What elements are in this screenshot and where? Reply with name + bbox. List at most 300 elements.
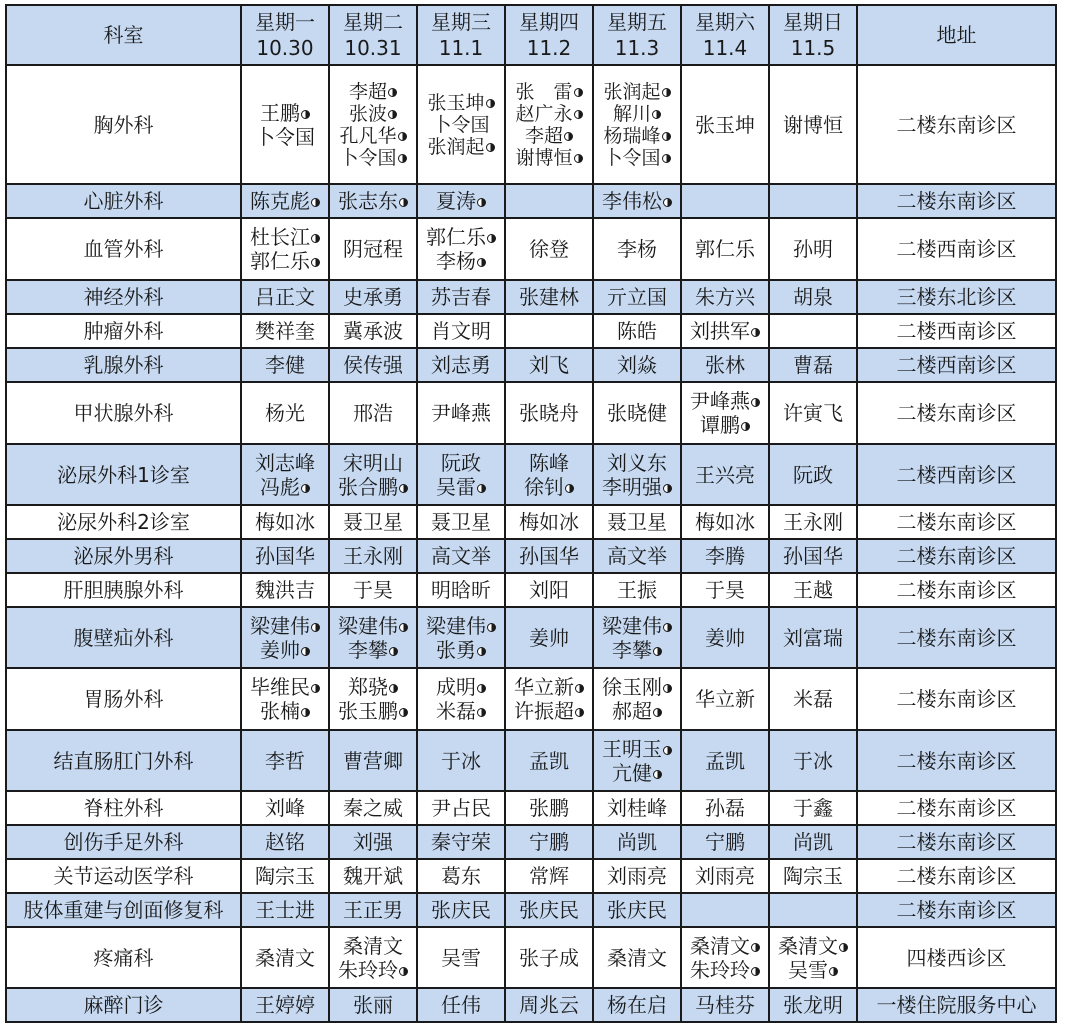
half-circle-icon	[486, 99, 495, 108]
doctor-cell	[769, 348, 857, 382]
doctor-entry	[330, 830, 416, 854]
doctor-name: 尚凯	[617, 830, 657, 854]
doctor-cell	[681, 280, 769, 314]
doctor-name: 樊祥奎	[255, 319, 315, 343]
doctor-cell	[593, 348, 681, 382]
doctor-entry	[682, 993, 768, 1017]
dept-cell: 泌尿外科1诊室	[6, 444, 241, 505]
doctor-entry	[418, 114, 504, 136]
half-circle-icon	[662, 132, 671, 141]
doctor-name: 杜长江	[250, 225, 310, 249]
doctor-cell	[417, 573, 505, 607]
doctor-name: 侯传强	[343, 353, 403, 377]
doctor-name: 梁建伟	[602, 613, 662, 638]
doctor-name: 郑骁	[348, 675, 388, 699]
doctor-entry	[506, 946, 592, 970]
doctor-name: 梅如冰	[695, 510, 755, 534]
doctor-entry	[506, 699, 592, 723]
doctor-name: 李超	[524, 124, 563, 147]
doctor-entry	[242, 946, 328, 970]
doctor-name: 刘义东	[607, 450, 667, 475]
doctor-cell	[241, 791, 329, 825]
doctor-entry	[418, 830, 504, 854]
doctor-name: 陈皓	[617, 319, 657, 343]
doctor-cell	[505, 505, 593, 539]
doctor-cell	[593, 668, 681, 730]
dept-cell: 乳腺外科	[6, 348, 241, 382]
doctor-entry	[242, 125, 328, 149]
doctor-cell	[505, 218, 593, 280]
doctor-entry	[418, 993, 504, 1017]
half-circle-icon	[399, 484, 408, 493]
doctor-cell	[681, 382, 769, 444]
doctor-name: 明晗昕	[431, 578, 491, 602]
doctor-cell	[329, 668, 417, 730]
doctor-name: 杨在启	[607, 993, 667, 1017]
doctor-cell	[329, 859, 417, 893]
schedule-row	[6, 314, 1056, 348]
doctor-entry	[506, 544, 592, 568]
doctor-name: 常辉	[529, 864, 569, 888]
doctor-name: 冀承波	[343, 319, 403, 343]
schedule-row	[6, 280, 1056, 314]
doctor-entry	[594, 699, 680, 723]
doctor-entry	[330, 353, 416, 377]
doctor-entry	[594, 614, 680, 638]
doctor-cell	[593, 927, 681, 988]
doctor-cell	[505, 730, 593, 791]
doctor-name: 宁鹏	[529, 830, 569, 854]
half-circle-icon	[663, 746, 672, 755]
doctor-entry	[242, 544, 328, 568]
doctor-cell	[505, 825, 593, 859]
doctor-cell	[505, 791, 593, 825]
half-circle-icon	[663, 484, 672, 493]
doctor-name: 杨光	[265, 401, 305, 425]
date-label: 10.30	[256, 36, 314, 60]
doctor-cell	[769, 280, 857, 314]
doctor-cell	[681, 668, 769, 730]
doctor-name: 于鑫	[793, 796, 833, 820]
doctor-name: 孟凯	[529, 748, 569, 773]
doctor-entry	[506, 675, 592, 699]
doctor-entry	[506, 353, 592, 377]
half-circle-icon	[662, 88, 671, 97]
dept-cell: 肝胆胰腺外科	[6, 573, 241, 607]
doctor-name: 朱方兴	[695, 285, 755, 309]
doctor-entry	[330, 510, 416, 534]
doctor-name: 谢博恒	[783, 112, 843, 137]
doctor-cell	[769, 505, 857, 539]
doctor-entry	[330, 958, 416, 982]
dept-cell: 泌尿外男科	[6, 539, 241, 573]
doctor-entry	[330, 189, 416, 213]
doctor-name: 张楠	[260, 699, 300, 723]
doctor-entry	[330, 544, 416, 568]
doctor-entry	[682, 544, 768, 568]
half-circle-icon	[653, 770, 662, 779]
doctor-entry	[242, 451, 328, 475]
doctor-name: 孙明	[793, 237, 833, 261]
date-label: 10.31	[344, 36, 402, 60]
half-circle-icon	[663, 198, 672, 207]
doctor-entry	[418, 796, 504, 820]
doctor-entry	[506, 898, 592, 922]
doctor-entry	[682, 626, 768, 650]
doctor-entry	[418, 749, 504, 773]
doctor-name: 桑清文	[778, 933, 838, 958]
half-circle-icon	[653, 708, 662, 717]
doctor-cell	[505, 314, 593, 348]
doctor-name: 赵铭	[265, 830, 305, 854]
doctor-entry	[770, 934, 856, 958]
half-circle-icon	[301, 708, 310, 717]
doctor-name: 聂卫星	[343, 510, 403, 534]
doctor-entry	[242, 401, 328, 425]
dept-cell: 结直肠肛门外科	[6, 730, 241, 791]
doctor-entry	[682, 413, 768, 437]
doctor-entry	[594, 544, 680, 568]
half-circle-icon	[399, 967, 408, 976]
doctor-entry	[242, 614, 328, 638]
doctor-entry	[242, 475, 328, 499]
doctor-entry	[418, 189, 504, 213]
day-header	[681, 5, 769, 65]
doctor-name: 尹峰燕	[690, 389, 750, 413]
doctor-name: 徐登	[529, 237, 569, 261]
day-header	[505, 5, 593, 65]
doctor-cell	[593, 573, 681, 607]
doctor-entry	[770, 687, 856, 711]
doctor-name: 徐玉刚	[602, 675, 662, 699]
doctor-entry	[682, 864, 768, 888]
doctor-name: 谭鹏	[700, 413, 740, 437]
doctor-cell	[241, 65, 329, 184]
doctor-entry	[770, 626, 856, 650]
day-header	[769, 5, 857, 65]
doctor-entry	[506, 993, 592, 1017]
address-cell: 二楼西南诊区	[857, 348, 1056, 382]
doctor-name: 刘阳	[529, 578, 569, 602]
doctor-entry	[242, 319, 328, 343]
doctor-cell	[241, 382, 329, 444]
doctor-name: 米磊	[793, 687, 833, 711]
schedule-row	[6, 859, 1056, 893]
doctor-entry	[418, 614, 504, 638]
half-circle-icon	[398, 132, 407, 141]
doctor-cell	[329, 505, 417, 539]
doctor-name: 宁鹏	[705, 830, 745, 854]
doctor-cell	[505, 348, 593, 382]
doctor-cell	[769, 184, 857, 218]
doctor-name: 刘飞	[529, 353, 569, 377]
doctor-name: 苏吉春	[431, 285, 491, 309]
doctor-name: 刘强	[353, 830, 393, 854]
doctor-name: 张庆民	[431, 898, 491, 922]
address-cell: 二楼西南诊区	[857, 314, 1056, 348]
doctor-entry	[330, 699, 416, 723]
doctor-entry	[594, 319, 680, 343]
doctor-entry	[418, 451, 504, 475]
doctor-entry	[242, 578, 328, 602]
doctor-entry	[242, 830, 328, 854]
doctor-cell	[417, 444, 505, 505]
doctor-name: 于昊	[705, 578, 745, 602]
doctor-name: 阮政	[441, 450, 481, 475]
doctor-entry	[330, 934, 416, 958]
doctor-cell	[593, 988, 681, 1022]
doctor-cell	[769, 382, 857, 444]
half-circle-icon	[311, 234, 320, 243]
half-circle-icon	[311, 198, 320, 207]
doctor-cell	[241, 539, 329, 573]
doctor-cell	[417, 348, 505, 382]
doctor-entry	[330, 578, 416, 602]
doctor-entry	[242, 796, 328, 820]
doctor-name: 华立新	[695, 687, 755, 711]
doctor-cell	[329, 218, 417, 280]
doctor-name: 卜令国	[255, 124, 315, 149]
dept-cell: 神经外科	[6, 280, 241, 314]
doctor-name: 张子成	[519, 945, 579, 970]
half-circle-icon	[574, 110, 583, 119]
doctor-entry	[770, 993, 856, 1017]
doctor-cell	[769, 444, 857, 505]
doctor-cell	[681, 927, 769, 988]
doctor-name: 刘雨亮	[695, 864, 755, 888]
half-circle-icon	[653, 647, 662, 656]
doctor-cell	[681, 444, 769, 505]
doctor-cell	[593, 539, 681, 573]
dept-cell: 肢体重建与创面修复科	[6, 893, 241, 927]
date-label: 11.3	[614, 36, 660, 60]
half-circle-icon	[477, 684, 486, 693]
doctor-entry	[594, 475, 680, 499]
doctor-name: 刘桂峰	[607, 796, 667, 820]
half-circle-icon	[398, 154, 407, 163]
doctor-cell	[417, 668, 505, 730]
doctor-cell	[505, 280, 593, 314]
doctor-name: 郭仁乐	[426, 225, 486, 249]
doctor-entry	[418, 898, 504, 922]
doctor-cell	[241, 573, 329, 607]
half-circle-icon	[388, 110, 397, 119]
doctor-entry	[242, 993, 328, 1017]
address-cell: 二楼东南诊区	[857, 505, 1056, 539]
doctor-cell	[329, 825, 417, 859]
doctor-name: 刘焱	[617, 353, 657, 377]
doctor-name: 秦守荣	[431, 830, 491, 854]
half-circle-icon	[477, 647, 486, 656]
doctor-cell	[681, 607, 769, 668]
doctor-entry	[594, 898, 680, 922]
half-circle-icon	[829, 967, 838, 976]
doctor-entry	[594, 638, 680, 662]
doctor-name: 张建林	[519, 285, 579, 309]
doctor-name: 刘拱军	[690, 319, 750, 343]
doctor-name: 吴雷	[436, 474, 476, 499]
half-circle-icon	[662, 154, 671, 163]
doctor-name: 魏开斌	[343, 864, 403, 888]
half-circle-icon	[311, 623, 320, 632]
doctor-entry	[682, 353, 768, 377]
half-circle-icon	[477, 258, 486, 267]
dept-cell: 血管外科	[6, 218, 241, 280]
doctor-cell	[593, 825, 681, 859]
doctor-name: 成明	[436, 675, 476, 699]
doctor-cell	[593, 791, 681, 825]
doctor-cell	[417, 893, 505, 927]
doctor-name: 于昊	[353, 578, 393, 602]
doctor-name: 赵广永	[515, 102, 573, 125]
doctor-entry	[330, 638, 416, 662]
schedule-row	[6, 668, 1056, 730]
doctor-name: 张庆民	[607, 898, 667, 922]
doctor-name: 李攀	[612, 637, 652, 662]
doctor-cell	[329, 607, 417, 668]
doctor-name: 谢博恒	[515, 146, 573, 169]
doctor-entry	[242, 101, 328, 125]
dept-cell: 疼痛科	[6, 927, 241, 988]
doctor-entry	[506, 81, 592, 103]
doctor-cell	[417, 505, 505, 539]
doctor-entry	[330, 796, 416, 820]
address-cell: 二楼西南诊区	[857, 218, 1056, 280]
address-cell: 二楼东南诊区	[857, 573, 1056, 607]
doctor-entry	[682, 237, 768, 261]
doctor-cell	[329, 65, 417, 184]
dept-cell: 心脏外科	[6, 184, 241, 218]
doctor-name: 陈峰	[529, 450, 569, 475]
doctor-cell	[593, 65, 681, 184]
doctor-entry	[594, 401, 680, 425]
doctor-entry	[242, 898, 328, 922]
doctor-name: 于冰	[793, 748, 833, 773]
half-circle-icon	[388, 88, 397, 97]
doctor-name: 刘峰	[265, 796, 305, 820]
doctor-name: 周兆云	[519, 993, 579, 1017]
address-cell: 二楼东南诊区	[857, 893, 1056, 927]
doctor-cell	[329, 348, 417, 382]
dept-cell: 脊柱外科	[6, 791, 241, 825]
half-circle-icon	[663, 623, 672, 632]
doctor-entry	[418, 946, 504, 970]
weekday-label: 星期二	[343, 10, 403, 34]
doctor-cell	[593, 218, 681, 280]
doctor-entry	[682, 687, 768, 711]
doctor-name: 张晓舟	[519, 401, 579, 425]
doctor-name: 张鹏	[529, 796, 569, 820]
doctor-name: 桑清文	[255, 945, 315, 970]
doctor-entry	[506, 147, 592, 169]
doctor-entry	[594, 830, 680, 854]
half-circle-icon	[486, 143, 495, 152]
doctor-name: 卜令国	[432, 113, 490, 136]
doctor-cell	[505, 382, 593, 444]
doctor-name: 许振超	[514, 699, 574, 723]
dept-header: 科室	[6, 5, 241, 65]
doctor-cell	[417, 730, 505, 791]
doctor-cell	[769, 730, 857, 791]
doctor-entry	[506, 475, 592, 499]
doctor-name: 肖文明	[431, 319, 491, 343]
doctor-cell	[681, 988, 769, 1022]
half-circle-icon	[399, 708, 408, 717]
doctor-cell	[593, 184, 681, 218]
doctor-entry	[770, 353, 856, 377]
doctor-entry	[594, 761, 680, 785]
doctor-cell	[769, 539, 857, 573]
doctor-entry	[506, 401, 592, 425]
doctor-name: 王婷婷	[255, 993, 315, 1017]
doctor-name: 亢健	[612, 760, 652, 785]
doctor-name: 夏涛	[436, 189, 476, 213]
doctor-entry	[242, 189, 328, 213]
doctor-entry	[418, 249, 504, 273]
dept-cell: 肿瘤外科	[6, 314, 241, 348]
half-circle-icon	[565, 484, 574, 493]
doctor-name: 梅如冰	[255, 510, 315, 534]
doctor-name: 于冰	[441, 748, 481, 773]
doctor-cell	[505, 184, 593, 218]
doctor-name: 王正男	[343, 898, 403, 922]
doctor-name: 曹营卿	[343, 748, 403, 773]
day-header	[241, 5, 329, 65]
address-cell: 二楼东南诊区	[857, 825, 1056, 859]
doctor-entry	[682, 113, 768, 137]
doctor-entry	[594, 285, 680, 309]
doctor-entry	[770, 544, 856, 568]
doctor-cell	[681, 184, 769, 218]
doctor-entry	[594, 737, 680, 761]
half-circle-icon	[389, 684, 398, 693]
doctor-cell	[241, 893, 329, 927]
doctor-name: 杨瑞峰	[603, 124, 661, 147]
doctor-entry	[506, 796, 592, 820]
date-label: 11.2	[526, 36, 572, 60]
doctor-name: 王振	[617, 578, 657, 602]
dept-cell: 胃肠外科	[6, 668, 241, 730]
doctor-name: 张志东	[338, 189, 398, 213]
doctor-entry	[682, 796, 768, 820]
doctor-cell	[681, 65, 769, 184]
half-circle-icon	[301, 110, 310, 119]
half-circle-icon	[575, 708, 584, 717]
doctor-entry	[242, 249, 328, 273]
doctor-cell	[769, 859, 857, 893]
doctor-name: 李超	[348, 80, 387, 103]
doctor-name: 李攀	[348, 637, 388, 662]
doctor-entry	[594, 675, 680, 699]
doctor-name: 宋明山	[343, 450, 403, 475]
doctor-entry	[330, 285, 416, 309]
doctor-name: 郭仁乐	[250, 249, 310, 273]
doctor-entry	[594, 125, 680, 147]
doctor-entry	[682, 510, 768, 534]
doctor-name: 张丽	[353, 993, 393, 1017]
doctor-entry	[770, 796, 856, 820]
doctor-name: 张晓健	[607, 401, 667, 425]
doctor-entry	[594, 946, 680, 970]
weekday-label: 星期日	[783, 10, 843, 34]
doctor-name: 张润起	[427, 135, 485, 158]
doctor-cell	[241, 444, 329, 505]
doctor-entry	[506, 103, 592, 125]
doctor-cell	[593, 444, 681, 505]
half-circle-icon	[487, 623, 496, 632]
half-circle-icon	[652, 110, 661, 119]
doctor-entry	[594, 578, 680, 602]
